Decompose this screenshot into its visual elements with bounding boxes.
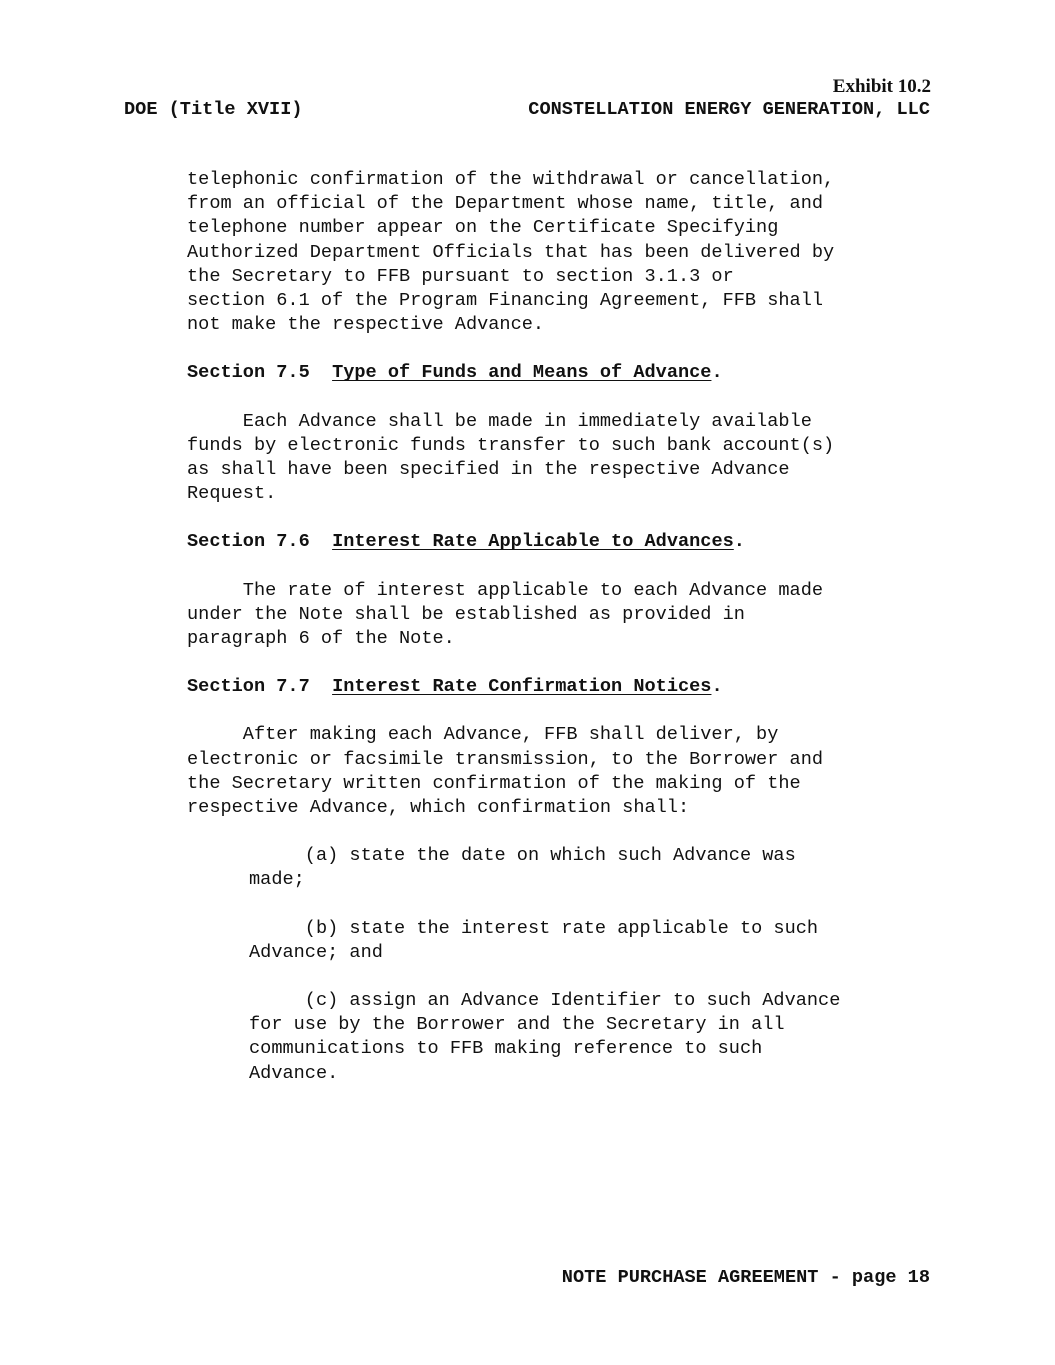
text-line: electronic or facsimile transmission, to the Borrower and <box>187 748 824 770</box>
section-heading-7-6: Section 7.6 Interest Rate Applicable to Advances. <box>187 531 745 553</box>
text-line: the Secretary written confirmation of the making of the <box>187 772 801 794</box>
header-left: DOE (Title XVII) <box>124 99 303 120</box>
text-line: (a) state the date on which such Advance was <box>249 845 796 867</box>
section-number: Section 7.6 <box>187 531 310 553</box>
text-line: not make the respective Advance. <box>187 314 545 336</box>
text-line: communications to FFB making reference to such <box>249 1038 763 1060</box>
section-heading-7-5: Section 7.5 Type of Funds and Means of Advance. <box>187 362 723 384</box>
text-line: respective Advance, which confirmation shall: <box>187 797 690 819</box>
list-item-a <box>249 844 927 892</box>
text-line: telephone number appear on the Certificate Specifying <box>187 217 779 239</box>
text-line: for use by the Borrower and the Secretary in all <box>249 1014 785 1036</box>
list-item-c <box>249 989 927 1086</box>
exhibit-label: Exhibit 10.2 <box>832 76 931 97</box>
page-footer: NOTE PURCHASE AGREEMENT - page 18 <box>561 1267 930 1288</box>
section-number: Section 7.5 <box>187 362 310 384</box>
text-line: After making each Advance, FFB shall deliver, by <box>187 724 779 746</box>
text-line: under the Note shall be established as provided in <box>187 603 745 625</box>
text-line: made; <box>249 869 305 891</box>
list-item-b <box>249 917 927 965</box>
section-heading-7-7: Section 7.7 Interest Rate Confirmation Notices. <box>187 676 723 698</box>
section-title: Type of Funds and Means of Advance <box>332 362 712 384</box>
section-number: Section 7.7 <box>187 676 310 698</box>
text-line: telephonic confirmation of the withdrawal or cancellation, <box>187 169 835 190</box>
text-line: Each Advance shall be made in immediately available <box>187 410 812 432</box>
text-line: from an official of the Department whose name, title, and <box>187 193 824 215</box>
text-line: (b) state the interest rate applicable to such <box>249 917 819 939</box>
text-line: Advance. <box>249 1062 339 1084</box>
text-line: the Secretary to FFB pursuant to section 3.1.3 or <box>187 265 734 287</box>
intro-paragraph <box>187 168 927 337</box>
text-line: as shall have been specified in the respective Advance <box>187 459 790 481</box>
section-title: Interest Rate Confirmation Notices <box>332 676 712 698</box>
section-title: Interest Rate Applicable to Advances <box>332 531 734 553</box>
text-line: (c) assign an Advance Identifier to such Advance <box>249 990 841 1012</box>
text-line: Advance; and <box>249 941 383 963</box>
text-line: The rate of interest applicable to each Advance made <box>187 579 824 601</box>
section-7-7-paragraph <box>187 723 927 820</box>
section-7-5-paragraph <box>187 410 927 507</box>
text-line: paragraph 6 of the Note. <box>187 628 455 650</box>
text-line: section 6.1 of the Program Financing Agreement, FFB shall <box>187 290 824 312</box>
section-7-6-paragraph <box>187 579 927 652</box>
text-line: Authorized Department Officials that has been delivered by <box>187 241 835 263</box>
text-line: funds by electronic funds transfer to such bank account(s) <box>187 434 835 456</box>
header-right: CONSTELLATION ENERGY GENERATION, LLC <box>528 99 930 120</box>
document-body <box>187 168 927 1086</box>
text-line: Request. <box>187 483 277 505</box>
